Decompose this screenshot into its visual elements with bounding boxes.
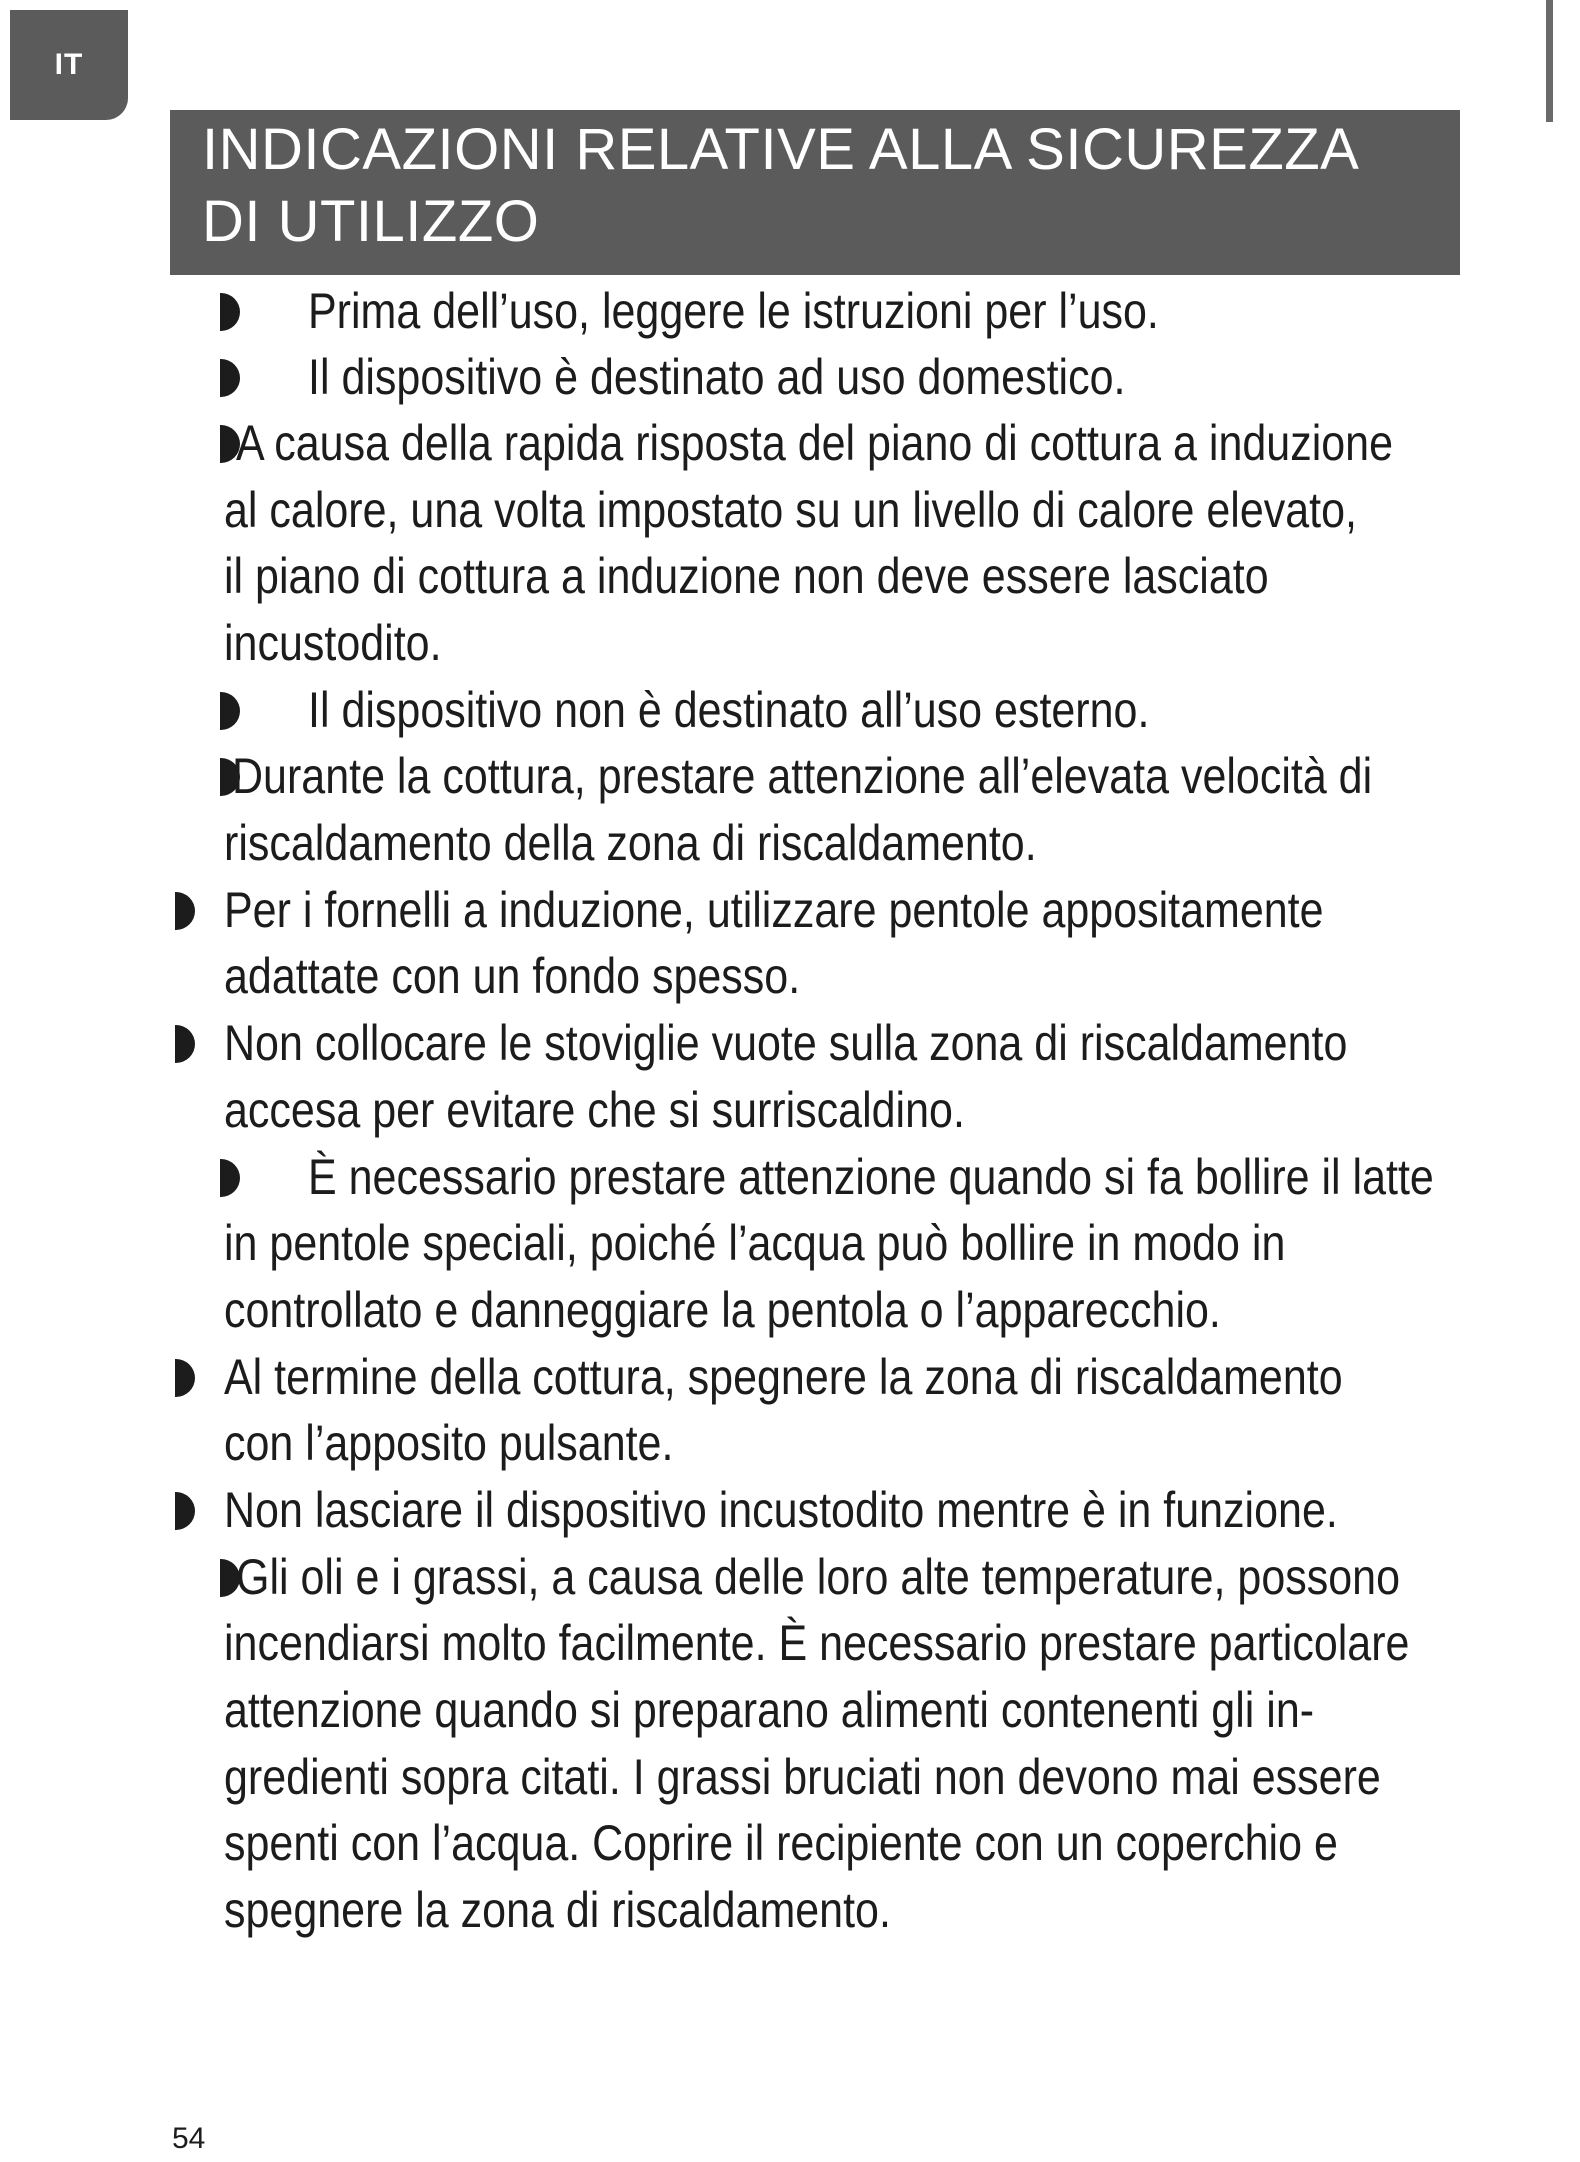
safety-line: attenzione quando si preparano alimenti contenenti gli in- bbox=[224, 1682, 1315, 1738]
safety-line: con l’apposito pulsante. bbox=[224, 1415, 674, 1471]
title-line-2: DI UTILIZZO bbox=[202, 189, 540, 254]
safety-line: Per i fornelli a induzione, utilizzare pentole appositamente bbox=[224, 882, 1324, 938]
safety-line: Al termine della cottura, spegnere la zona di riscaldamento bbox=[224, 1349, 1343, 1405]
bullet-icon bbox=[175, 1492, 195, 1530]
safety-line: al calore, una volta impostato su un livello di calore elevato, bbox=[224, 482, 1357, 538]
safety-line: Il dispositivo non è destinato all’uso esterno. bbox=[308, 682, 1150, 738]
safety-line: A causa della rapida risposta del piano di cottura a induzione bbox=[236, 415, 1393, 471]
bullet-icon bbox=[175, 892, 195, 930]
safety-line: Durante la cottura, prestare attenzione all’elevata velocità di bbox=[232, 748, 1373, 804]
safety-line: incendiarsi molto facilmente. È necessario prestare particolare bbox=[224, 1615, 1410, 1671]
safety-line: gredienti sopra citati. I grassi bruciati non devono mai essere bbox=[224, 1749, 1381, 1805]
safety-line: Non collocare le stoviglie vuote sulla zona di riscaldamento bbox=[224, 1015, 1348, 1071]
bullet-icon bbox=[175, 1025, 195, 1063]
safety-line: in pentole speciali, poiché l’acqua può bollire in modo in bbox=[224, 1215, 1286, 1271]
safety-line: Il dispositivo è destinato ad uso domestico. bbox=[308, 349, 1126, 405]
safety-line: controllato e danneggiare la pentola o l’apparecchio. bbox=[224, 1282, 1221, 1338]
safety-line: È necessario prestare attenzione quando si fa bollire il latte bbox=[308, 1149, 1434, 1205]
page-number: 54 bbox=[172, 2122, 206, 2155]
bullet-icon bbox=[220, 293, 240, 331]
safety-line: Non lasciare il dispositivo incustodito mentre è in funzione. bbox=[224, 1482, 1338, 1538]
safety-line: spenti con l’acqua. Coprire il recipiente con un coperchio e bbox=[224, 1815, 1338, 1871]
safety-line: Prima dell’uso, leggere le istruzioni per l’uso. bbox=[308, 283, 1159, 339]
bullet-icon bbox=[220, 1159, 240, 1197]
safety-line: incustodito. bbox=[224, 615, 442, 671]
safety-line: riscaldamento della zona di riscaldamento. bbox=[224, 815, 1037, 871]
safety-line: spegnere la zona di riscaldamento. bbox=[224, 1882, 891, 1938]
language-label: IT bbox=[54, 48, 84, 81]
bullet-icon bbox=[220, 359, 240, 397]
safety-line: Gli oli e i grassi, a causa delle loro alte temperature, possono bbox=[236, 1549, 1401, 1605]
bullet-icon bbox=[220, 692, 240, 730]
safety-line: il piano di cottura a induzione non deve essere lasciato bbox=[224, 548, 1269, 604]
bullet-icon bbox=[175, 1359, 195, 1397]
safety-line: adattate con un fondo spesso. bbox=[224, 948, 801, 1004]
safety-line: accesa per evitare che si surriscaldino. bbox=[224, 1082, 965, 1138]
title-line-1: INDICAZIONI RELATIVE ALLA SICUREZZA bbox=[202, 117, 1360, 182]
